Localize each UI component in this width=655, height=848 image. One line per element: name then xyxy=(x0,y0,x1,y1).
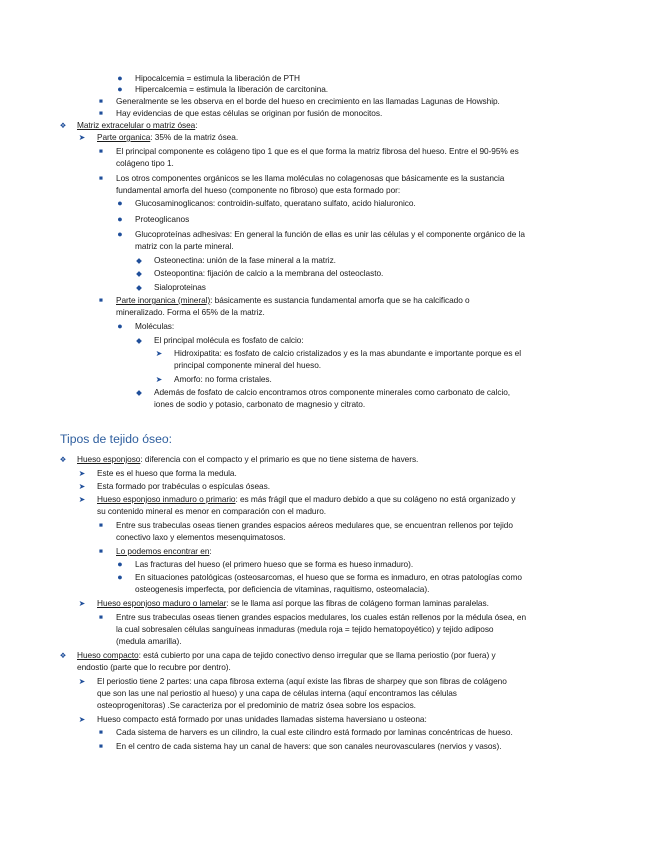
line-text: iones de sodio y potasio, carbonato de magnesio y citrato. xyxy=(154,399,366,409)
text-line xyxy=(116,741,501,752)
line-text: Hidroxipatita: es fosfato de calcio cristalizados y es la mas abundante e importante porque es el xyxy=(174,348,522,358)
diamond-bullet-icon: ◆ xyxy=(136,388,142,397)
line-text: Las fracturas del hueso (el primero hueso que se forma es hueso inmaduro). xyxy=(135,559,414,569)
text-line xyxy=(97,506,326,517)
text-line xyxy=(135,321,174,332)
line-text: Los otros componentes orgánicos se les llama moléculas no colagenosas que básicamente es la sustancia xyxy=(116,173,505,183)
square-bullet-icon: ■ xyxy=(99,548,103,555)
arrow-bullet-icon: ➤ xyxy=(78,677,86,686)
line-text: conectivo laxo y elementos mesenquimatosos. xyxy=(116,532,286,542)
line-text: : está cubierto por una capa de tejido conectivo denso irregular que se llama periostio (por fuera) y xyxy=(138,650,496,660)
underlined-term: Parte inorganica (mineral) xyxy=(116,295,211,305)
text-line xyxy=(116,158,174,169)
text-line xyxy=(154,387,510,398)
four-diamond-bullet-icon: ❖ xyxy=(59,651,67,660)
text-line xyxy=(77,662,231,673)
text-line xyxy=(174,374,272,385)
text-line xyxy=(154,399,365,410)
text-line xyxy=(97,494,515,505)
line-text: Glucoproteínas adhesivas: En general la función de ellas es unir las células y el componente orgánico de la xyxy=(135,229,525,239)
line-text: Hay evidencias de que estas células se originan por fusión de monocitos. xyxy=(116,108,383,118)
line-text: Entre sus trabeculas oseas tienen grandes espacios aéreos medulares que, se encuentran rellenos por tejido xyxy=(116,520,513,530)
dot-bullet-icon: ● xyxy=(117,559,123,569)
diamond-bullet-icon: ◆ xyxy=(136,283,142,292)
text-line xyxy=(135,73,300,84)
text-line xyxy=(116,727,513,738)
line-text: Amorfo: no forma cristales. xyxy=(174,374,272,384)
underlined-term: Hueso esponjoso maduro o lamelar xyxy=(97,598,227,608)
underlined-term: Hueso compacto xyxy=(77,650,139,660)
line-text: principal componente mineral del hueso. xyxy=(174,360,322,370)
text-line xyxy=(97,688,457,699)
diamond-bullet-icon: ◆ xyxy=(136,256,142,265)
line-text: Proteoglicanos xyxy=(135,214,190,224)
line-text: que son las une nal periostio al hueso) y una capa de células interna (aquí encontramos las células xyxy=(97,688,457,698)
line-text: osteogenesis imperfecta, por deficiencia de vitaminas, raquitismo, osteomalacia). xyxy=(135,584,430,594)
dot-bullet-icon: ● xyxy=(117,321,123,331)
arrow-bullet-icon: ➤ xyxy=(155,375,163,384)
text-line xyxy=(135,214,189,225)
text-line xyxy=(116,108,382,119)
text-line xyxy=(116,636,182,647)
square-bullet-icon: ■ xyxy=(99,729,103,736)
square-bullet-icon: ■ xyxy=(99,98,103,105)
diamond-bullet-icon: ◆ xyxy=(136,336,142,345)
dot-bullet-icon: ● xyxy=(117,229,123,239)
square-bullet-icon: ■ xyxy=(99,110,103,117)
line-text: Osteonectina: unión de la fase mineral a la matriz. xyxy=(154,255,336,265)
text-line xyxy=(135,584,429,595)
text-line xyxy=(77,454,418,465)
underlined-term: Hueso esponjoso inmaduro o primario xyxy=(97,494,236,504)
line-text: osteoprogenitoras) .Se caracteriza por el predominio de matriz ósea sobre los espacios. xyxy=(97,700,416,710)
text-line xyxy=(97,598,489,609)
text-line xyxy=(116,185,400,196)
text-line xyxy=(154,282,206,293)
text-line xyxy=(135,229,525,240)
text-line xyxy=(174,348,521,359)
text-line xyxy=(97,481,270,492)
text-line xyxy=(154,268,383,279)
line-text: Este es el hueso que forma la medula. xyxy=(97,468,237,478)
arrow-bullet-icon: ➤ xyxy=(155,349,163,358)
line-text: El principal componente es colágeno tipo 1 que es el que forma la matriz fibrosa del hueso. Entre el 90-95% es xyxy=(116,146,519,156)
line-text: : básicamente es sustancia fundamental amorfa que se ha calcificado o xyxy=(210,295,470,305)
text-line xyxy=(116,173,504,184)
text-line xyxy=(97,676,507,687)
line-text: : es más frágil que el maduro debido a que su colágeno no está organizado y xyxy=(235,494,516,504)
underlined-term: Lo podemos encontrar en xyxy=(116,546,210,556)
line-text: Sialoproteinas xyxy=(154,282,206,292)
line-text: En situaciones patológicas (osteosarcomas, el hueso que se forma es inmaduro, en otras patologías como xyxy=(135,572,522,582)
text-line xyxy=(97,714,427,725)
line-text: : 35% de la matriz ósea. xyxy=(150,132,239,142)
line-text: Entre sus trabeculas oseas tienen grandes espacios medulares, los cuales están rellenos por la médula ósea, en xyxy=(116,612,527,622)
line-text: (medula amarilla). xyxy=(116,636,182,646)
square-bullet-icon: ■ xyxy=(99,614,103,621)
line-text: Además de fosfato de calcio encontramos otros componente minerales como carbonato de calcio, xyxy=(154,387,511,397)
text-line xyxy=(116,520,513,531)
line-text: Moléculas: xyxy=(135,321,175,331)
dot-bullet-icon: ● xyxy=(117,214,123,224)
arrow-bullet-icon: ➤ xyxy=(78,495,86,504)
text-line xyxy=(77,650,496,661)
line-text: El principal molécula es fosfato de calcio: xyxy=(154,335,304,345)
line-text: Hipercalcemia = estimula la liberación de carcitonina. xyxy=(135,84,329,94)
text-line xyxy=(135,84,328,95)
line-text: Hipocalcemia = estimula la liberación de PTH xyxy=(135,73,300,83)
text-line xyxy=(116,307,265,318)
text-line xyxy=(116,612,526,623)
square-bullet-icon: ■ xyxy=(99,175,103,182)
text-line xyxy=(116,146,519,157)
four-diamond-bullet-icon: ❖ xyxy=(59,121,67,130)
text-line xyxy=(97,700,416,711)
text-line xyxy=(135,572,522,583)
text-line xyxy=(116,295,470,306)
line-text: matriz con la parte mineral. xyxy=(135,241,234,251)
square-bullet-icon: ■ xyxy=(99,522,103,529)
line-text: : se le llama así porque las fibras de colágeno forman laminas paralelas. xyxy=(226,598,489,608)
arrow-bullet-icon: ➤ xyxy=(78,469,86,478)
text-line xyxy=(116,532,285,543)
line-text: Esta formado por trabéculas o espículas óseas. xyxy=(97,481,270,491)
text-line xyxy=(174,360,321,371)
underlined-term: Hueso esponjoso xyxy=(77,454,141,464)
text-line xyxy=(154,335,304,346)
arrow-bullet-icon: ➤ xyxy=(78,715,86,724)
text-line xyxy=(135,198,416,209)
square-bullet-icon: ■ xyxy=(99,297,103,304)
text-line xyxy=(135,559,413,570)
square-bullet-icon: ■ xyxy=(99,148,103,155)
line-text: : xyxy=(195,120,198,130)
text-line xyxy=(135,241,234,252)
line-text: : diferencia con el compacto y el primario es que no tiene sistema de havers. xyxy=(140,454,419,464)
dot-bullet-icon: ● xyxy=(117,73,123,83)
line-text: Cada sistema de harvers es un cilindro, la cual este cilindro está formado por laminas concéntricas de hueso. xyxy=(116,727,513,737)
underlined-term: Matriz extracelular o matriz ósea xyxy=(77,120,196,130)
line-text: colágeno tipo 1. xyxy=(116,158,174,168)
line-text: Glucosaminoglicanos: controidin-sulfato, queratano sulfato, acido hialuronico. xyxy=(135,198,416,208)
diamond-bullet-icon: ◆ xyxy=(136,269,142,278)
underlined-term: Parte organica xyxy=(97,132,151,142)
line-text: su contenido mineral es menor en comparación con el maduro. xyxy=(97,506,327,516)
text-line xyxy=(154,255,336,266)
line-text: Generalmente se les observa en el borde del hueso en crecimiento en las llamadas Lagunas de Howship. xyxy=(116,96,500,106)
line-text: Osteopontina: fijación de calcio a la membrana del osteoclasto. xyxy=(154,268,384,278)
line-text: El periostio tiene 2 partes: una capa fibrosa externa (aquí existe las fibras de sharpey que son fibras de colágeno xyxy=(97,676,507,686)
text-line xyxy=(97,132,238,143)
text-line xyxy=(77,120,198,131)
text-line xyxy=(116,96,500,107)
line-text: Hueso compacto está formado por unas unidades llamadas sistema haversiano u osteona: xyxy=(97,714,427,724)
text-line xyxy=(116,546,212,557)
dot-bullet-icon: ● xyxy=(117,84,123,94)
dot-bullet-icon: ● xyxy=(117,198,123,208)
arrow-bullet-icon: ➤ xyxy=(78,482,86,491)
section-heading: Tipos de tejido óseo: xyxy=(60,432,173,446)
line-text: fundamental amorfa del hueso (componente no fibroso) que esta formado por: xyxy=(116,185,401,195)
dot-bullet-icon: ● xyxy=(117,572,123,582)
line-text: la cual sobresalen células sanguíneas inmaduras (medula roja = tejido hematopoyético) y tejido adiposo xyxy=(116,624,494,634)
arrow-bullet-icon: ➤ xyxy=(78,599,86,608)
line-text: endostio (parte que lo recubre por dentro). xyxy=(77,662,231,672)
arrow-bullet-icon: ➤ xyxy=(78,133,86,142)
four-diamond-bullet-icon: ❖ xyxy=(59,455,67,464)
line-text: : xyxy=(209,546,212,556)
square-bullet-icon: ■ xyxy=(99,743,103,750)
text-line xyxy=(116,624,493,635)
text-line xyxy=(97,468,237,479)
line-text: En el centro de cada sistema hay un canal de havers: que son canales neurovasculares (nervios y vasos). xyxy=(116,741,502,751)
line-text: mineralizado. Forma el 65% de la matriz. xyxy=(116,307,265,317)
